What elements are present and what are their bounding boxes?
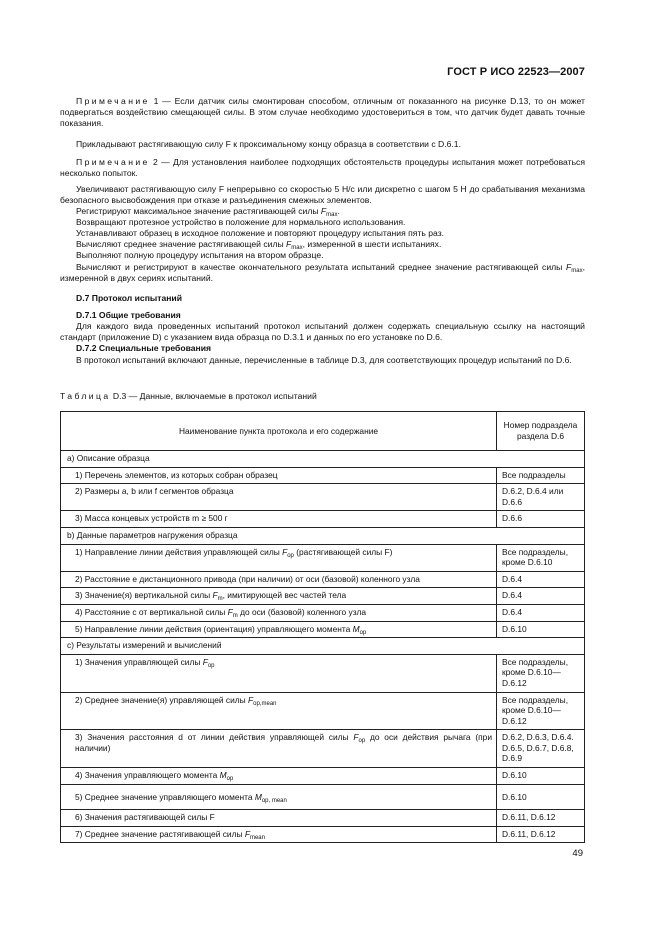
heading-d72: D.7.2 Специальные требования (76, 343, 212, 353)
table-section-row (61, 638, 585, 655)
text-run: до оси (базовой) коленного узла (237, 606, 366, 617)
symbol-f: F (353, 732, 359, 743)
symbol-m: M (254, 791, 262, 802)
text-run: , измеренной в двух сериях испытаний. (60, 262, 585, 283)
subscript: max (571, 268, 583, 274)
paragraph-average (60, 239, 585, 250)
caption-text: D.3 — Данные, включаемые в протокол испытаний (110, 391, 317, 401)
item-cell (61, 544, 497, 571)
text-run: Регистрируют максимальное значение растягивающей силы (76, 206, 321, 216)
section-b: b) Данные параметров нагружения образца (61, 527, 585, 544)
page-number: 49 (572, 848, 583, 859)
subscript: max (326, 212, 338, 218)
item-cell (61, 784, 497, 810)
ref-cell: D.6.4 (497, 588, 585, 605)
text-run: , имитирующей вес частей тела (222, 590, 347, 601)
ref-cell: D.6.10 (497, 784, 585, 810)
note-text: 2 — Для установления наиболее подходящих обстоятельств процедуры испытания может потребоваться несколько попыток. (60, 157, 585, 178)
note-text: 1 — Если датчик силы смонтирован способом, отличным от показанного на рисунке D.13, то он может подвергаться воздействию смещающей силы. В этом случае необходимо удостовериться в том, что датчик будет давать точные показания. (60, 96, 585, 128)
text-run: 1) Направление линии действия управляющей силы (75, 546, 283, 557)
ref-cell: Все подразделы (497, 467, 585, 484)
ref-cell: Все подразделы, кроме D.6.10—D.6.12 (497, 654, 585, 692)
subscript: mean (249, 834, 265, 841)
table-row (61, 604, 585, 621)
symbol-m: M (352, 623, 360, 634)
paragraph-final-result (60, 262, 585, 284)
section-a: а) Описание образца (61, 451, 585, 468)
item-cell: 2) Размеры a, b или f сегментов образца (61, 484, 497, 511)
subscript: op (358, 738, 366, 745)
paragraph-register-max (60, 206, 585, 217)
text-run: . (337, 206, 340, 216)
table-row (61, 621, 585, 638)
table-row (61, 768, 585, 785)
ref-cell: D.6.6 (497, 511, 585, 528)
ref-cell: D.6.4 (497, 604, 585, 621)
table-row (61, 692, 585, 730)
text-run: Вычисляют среднее значение растягивающей силы (76, 239, 287, 249)
subscript: m (232, 612, 238, 619)
table-row (61, 810, 585, 827)
text-run: 2) Среднее значение(я) управляющей силы (75, 694, 249, 705)
item-cell: 6) Значения растягивающей силы F (61, 810, 497, 827)
table-caption (60, 391, 585, 402)
item-cell (61, 768, 497, 785)
ref-cell: D.6.10 (497, 768, 585, 785)
table-row (61, 511, 585, 528)
ref-cell: D.6.4 (497, 571, 585, 588)
item-cell: 1) Перечень элементов, из которых собран образец (61, 467, 497, 484)
table-section-row (61, 451, 585, 468)
item-cell: 2) Расстояние e дистанционного привода (при наличии) от оси (базовой) коленного узла (61, 571, 497, 588)
text-run: 4) Значения управляющего момента (75, 770, 220, 781)
paragraph-second-sample: Выполняют полную процедуру испытания на втором образце. (76, 250, 324, 260)
table-header-row (61, 412, 585, 451)
symbol-m: M (219, 770, 227, 781)
subscript: op (207, 662, 215, 669)
note-label: Примечание (76, 157, 150, 167)
paragraph-d72: В протокол испытаний включают данные, перечисленные в таблице D.3, для соответствующих процедур испытаний по D.6. (76, 355, 572, 365)
heading-d7: D.7 Протокол испытаний (76, 293, 182, 303)
text-run: , измеренной в шести испытаниях. (302, 239, 442, 249)
item-cell (61, 692, 497, 730)
table-row (61, 784, 585, 810)
table-row (61, 730, 585, 768)
symbol-f: F (282, 546, 288, 557)
ref-cell: D.6.10 (497, 621, 585, 638)
text-run: 5) Направление линии действия (ориентация) управляющего момента (75, 623, 353, 634)
subscript: op (359, 629, 367, 636)
item-cell (61, 621, 497, 638)
text-run: 5) Среднее значение управляющего момента (75, 791, 255, 802)
col-header-ref: Номер подраздела раздела D.6 (497, 412, 585, 451)
document-header: ГОСТ Р ИСО 22523—2007 (447, 66, 585, 78)
table-row (61, 654, 585, 692)
item-cell (61, 604, 497, 621)
text-run: (растягивающей силы F) (293, 546, 393, 557)
item-cell (61, 588, 497, 605)
section-c: c) Результаты измерений и вычислений (61, 638, 585, 655)
table-row (61, 467, 585, 484)
ref-cell: Все подразделы, кроме D.6.10 (497, 544, 585, 571)
subscript: max (291, 245, 303, 251)
note-2 (60, 157, 585, 179)
table-label: Таблица (60, 391, 111, 401)
ref-cell: Все подразделы, кроме D.6.10—D.6.12 (497, 692, 585, 730)
subscript: op (287, 552, 294, 559)
text-run: Вычисляют и регистрируют в качестве окончательного результата испытаний среднее значение растягивающей силы (76, 262, 567, 272)
col-header-item: Наименование пункта протокола и его содержание (61, 412, 497, 451)
text-run: 1) Значения управляющей силы (75, 656, 203, 667)
symbol-f: F (227, 606, 233, 617)
symbol-f: F (248, 694, 254, 705)
table-row (61, 826, 585, 843)
paragraph-increase-force: Увеличивают растягивающую силу F непрерывно со скоростью 5 Н/с или дискретно с шагом 5 Н до срабатывания механизма безопасного высвобождения при отказе и разъединения смежных элементов. (60, 184, 585, 205)
symbol-f: F (566, 262, 572, 272)
symbol-f: F (202, 656, 208, 667)
table-row (61, 588, 585, 605)
item-cell (61, 654, 497, 692)
report-table (60, 411, 585, 843)
text-run: 3) Значение(я) вертикальной силы (75, 590, 213, 601)
text-run: 7) Среднее значение растягивающей силы (75, 828, 245, 839)
heading-d71: D.7.1 Общие требования (76, 310, 181, 320)
subscript: op (226, 776, 234, 783)
paragraph-reinstall: Устанавливают образец в исходное положение и повторяют процедуру испытания пять раз. (76, 228, 445, 238)
symbol-f: F (320, 206, 327, 216)
table-section-row (61, 527, 585, 544)
ref-cell: D.6.2, D.6.3, D.6.4. D.6.5, D.6.7, D.6.8, D.6.9 (497, 730, 585, 768)
ref-cell: D.6.2, D.6.4 или D.6.6 (497, 484, 585, 511)
text-run: 4) Расстояние c от вертикальной силы (75, 606, 228, 617)
item-cell: 3) Масса концевых устройств m ≥ 500 г (61, 511, 497, 528)
symbol-f: F (244, 828, 250, 839)
text-run: до оси действия рычага (при наличии) (75, 732, 493, 753)
text-run: 3) Значения расстояния d от линии действия управляющей силы (75, 732, 354, 743)
subscript: m (217, 596, 223, 603)
table-row (61, 571, 585, 588)
paragraph-return: Возвращают протезное устройство в положение для нормального использования. (76, 217, 406, 227)
table-row (61, 484, 585, 511)
item-cell (61, 826, 497, 843)
subscript: op, mean (261, 797, 287, 804)
note-label: Примечание (76, 96, 150, 106)
note-1 (60, 96, 585, 128)
ref-cell: D.6.11, D.6.12 (497, 810, 585, 827)
ref-cell: D.6.11, D.6.12 (497, 826, 585, 843)
subscript: op,mean (253, 700, 277, 707)
symbol-f: F (212, 590, 218, 601)
item-cell (61, 730, 497, 768)
paragraph-d71: Для каждого вида проведенных испытаний протокол испытаний должен содержать специальную ссылку на настоящий стандарт (приложение D) с указанием вида образца по D.3.1 и данных по его установке по D.6. (60, 321, 585, 342)
table-row (61, 544, 585, 571)
paragraph-apply-force: Прикладывают растягивающую силу F к проксимальному концу образца в соответствии с D.6.1. (76, 139, 461, 149)
symbol-f: F (286, 239, 292, 249)
